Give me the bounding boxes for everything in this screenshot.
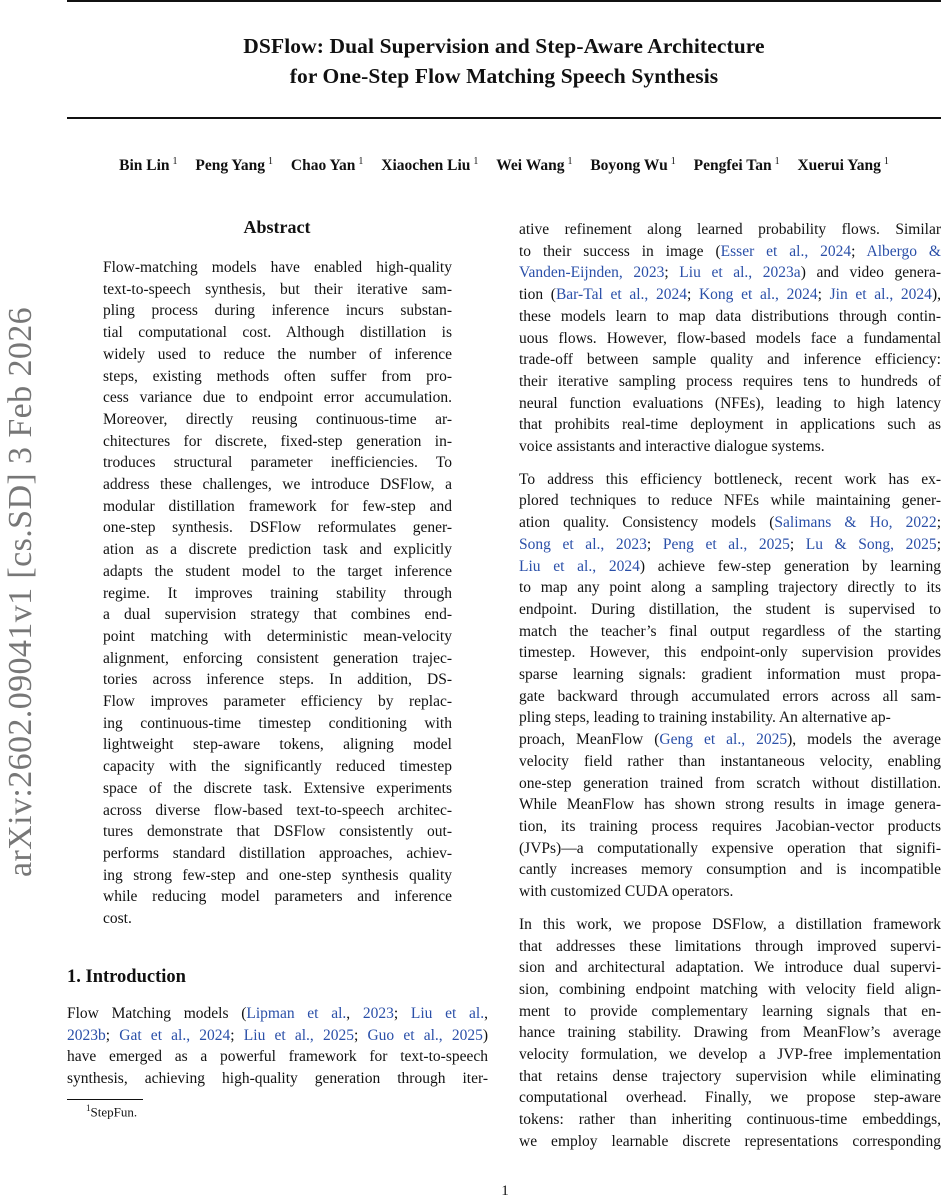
paragraph (519, 914, 941, 1153)
text-line: velocity field rather than instantaneous velocity, enabling (519, 752, 941, 770)
text-line: To address this efficiency bottleneck, recent work has ex- (519, 470, 941, 488)
citation-link[interactable]: Jin et al., 2024 (829, 286, 932, 304)
text-line: tion (Bar-Tal et al., 2024; Kong et al., 2024; Jin et al., 2024), (519, 286, 941, 304)
text-line: chitectures for discrete, fixed-step generation in- (103, 432, 452, 450)
text-line: modular distillation framework for few-step and (103, 497, 452, 515)
citation-link[interactable]: Albergo & (866, 242, 941, 260)
text-line: Flow Matching models (Lipman et al., 2023; Liu et al., (67, 1005, 488, 1022)
text-line: lightweight step-aware tokens, aligning model (103, 736, 452, 754)
citation-link[interactable]: Lu & Song, 2025 (805, 535, 937, 553)
text-line: sion, combining endpoint matching with velocity field align- (519, 980, 941, 998)
citation-link[interactable]: 2023 (362, 1005, 394, 1022)
text-line: one-step synthesis. DSFlow reformulates gener- (103, 519, 452, 537)
text-line: ation quality. Consistency models (Salimans & Ho, 2022; (519, 514, 941, 532)
text-line: Song et al., 2023; Peng et al., 2025; Lu & Song, 2025; (519, 535, 941, 553)
paper-title-line-2: for One-Step Flow Matching Speech Synthesis (289, 64, 719, 88)
top-rule (67, 0, 941, 2)
text-line: cost. (103, 910, 132, 928)
author: Xuerui Yang $^1$ (797, 156, 889, 175)
author: Bin Lin $^1$ (119, 156, 178, 175)
text-line: widely used to reduce the number of inference (103, 345, 452, 363)
citation-link[interactable]: Song et al., 2023 (519, 535, 647, 553)
text-line: tokens: rather than inheriting continuous-time embeddings, (519, 1111, 941, 1129)
text-line: adapts the student model to the target inference (103, 562, 452, 580)
text-line: pling process during inference incurs substan- (103, 302, 452, 320)
text-line: tories across inference steps. In addition, DS- (103, 671, 452, 689)
citation-link[interactable]: Liu et al., 2023a (679, 264, 801, 282)
text-line: ment to provide complementary learning signals that en- (519, 1002, 941, 1020)
text-line: synthesis, achieving high-quality generation through iter- (67, 1070, 488, 1088)
page-number: 1 (501, 1183, 509, 1199)
text-line: plored techniques to reduce NFEs while maintaining gener- (519, 492, 941, 510)
paragraph (519, 219, 941, 458)
text-line: neural function evaluations (NFEs), leading to high latency (519, 394, 941, 412)
paper-title-line-1: DSFlow: Dual Supervision and Step-Aware Architecture (243, 34, 765, 58)
citation-link[interactable]: Liu et al. (410, 1005, 485, 1022)
text-line: 2023b; Gat et al., 2024; Liu et al., 2025; Guo et al., 2025) (67, 1026, 489, 1044)
text-line: proach, MeanFlow (Geng et al., 2025), models the average (519, 731, 941, 749)
text-line: that retains dense trajectory supervision while eliminating (519, 1067, 941, 1085)
abstract-heading: Abstract (243, 217, 311, 237)
text-line: match the teacher’s final output regardless of the starting (519, 622, 941, 640)
text-line: While MeanFlow has shown strong results in image genera- (519, 796, 941, 814)
text-line: text-to-speech synthesis, but their iterative sam- (103, 280, 452, 298)
text-line: across diverse flow-based text-to-speech architec- (103, 801, 452, 819)
text-line: endpoint. During distillation, the student is supervised to (519, 600, 941, 618)
text-line: to map any point along a sampling trajectory directly to its (519, 579, 941, 597)
text-line: alignment, enforcing consistent generation trajec- (103, 649, 452, 667)
text-line: hance training stability. Drawing from MeanFlow’s average (519, 1024, 941, 1042)
text-line: ing continuous-time timestep conditioning with (103, 714, 452, 732)
text-line: to their success in image (Esser et al., 2024; Albergo & (519, 242, 941, 260)
text-line: that prohibits real-time deployment in applications such as (519, 416, 941, 434)
citation-link[interactable]: Salimans & Ho, 2022 (774, 514, 937, 532)
text-line: Flow-matching models have enabled high-quality (103, 259, 452, 276)
citation-link[interactable]: Guo et al., 2025 (367, 1026, 483, 1044)
text-line: regime. It improves training stability through (103, 584, 452, 602)
text-line: we employ learnable discrete representations corresponding (519, 1132, 941, 1150)
footnote: $^1$StepFun. (86, 1103, 138, 1120)
text-line: voice assistants and interactive dialogue systems. (519, 438, 825, 456)
abstract-body (103, 257, 452, 930)
citation-link[interactable]: Gat et al., 2024 (119, 1026, 231, 1044)
author: Peng Yang $^1$ (195, 156, 274, 175)
text-line: sparse learning signals: gradient information must propa- (519, 666, 941, 684)
text-line: address these challenges, we introduce DSFlow, a (103, 476, 452, 494)
author: Boyong Wu $^1$ (590, 156, 676, 175)
author: Xiaochen Liu $^1$ (381, 156, 479, 175)
text-line: Vanden-Eijnden, 2023; Liu et al., 2023a) and video genera- (519, 264, 941, 282)
arxiv-id: arXiv:2602.09041v1 [cs.SD] 3 Feb 2026 (2, 306, 39, 878)
text-line: tures demonstrate that DSFlow consistently out- (103, 823, 452, 841)
text-line: troduces structural parameter inefficiencies. To (103, 454, 452, 472)
author: Wei Wang $^1$ (496, 156, 573, 175)
citation-link[interactable]: Geng et al., 2025 (659, 731, 788, 749)
text-line: performs standard distillation approaches, achiev- (103, 844, 452, 862)
citation-link[interactable]: Lipman et al. (246, 1005, 347, 1022)
citation-link[interactable]: Vanden-Eijnden, 2023 (519, 264, 665, 282)
text-line: uous flows. However, flow-based models face a fundamental (519, 329, 941, 347)
text-line: Flow improves parameter efficiency by replac- (103, 693, 452, 711)
citation-link[interactable]: Liu et al., 2025 (243, 1026, 354, 1044)
text-line: with customized CUDA operators. (519, 883, 734, 901)
text-line: while reducing model parameters and inference (103, 888, 452, 906)
author: Chao Yan $^1$ (290, 156, 364, 175)
title-rule (67, 117, 941, 119)
right-column (519, 219, 941, 1164)
text-line: sion and architectural adaptation. We introduce dual supervi- (519, 959, 941, 977)
text-line: trade-off between sample quality and inference efficiency: (519, 351, 941, 369)
text-line: cess variance due to endpoint error accumulation. (103, 389, 452, 407)
text-line: a dual supervision strategy that combines end- (103, 606, 452, 624)
text-line: In this work, we propose DSFlow, a distillation framework (519, 915, 941, 933)
citation-link[interactable]: Peng et al., 2025 (662, 535, 790, 553)
text-line: Moreover, directly reusing continuous-time ar- (103, 410, 452, 428)
text-line: tial computational cost. Although distillation is (103, 324, 452, 342)
text-line: have emerged as a powerful framework for text-to-speech (67, 1048, 488, 1066)
text-line: point matching with deterministic mean-velocity (103, 627, 452, 645)
citation-link[interactable]: Esser et al., 2024 (720, 242, 852, 260)
text-line: capacity with the significantly reduced timestep (103, 758, 452, 776)
text-line: one-step generation trained from scratch without distillation. (519, 774, 941, 792)
text-line: computational overhead. Finally, we propose step-aware (519, 1089, 941, 1107)
arxiv-sidebar (2, 306, 39, 878)
section-heading-introduction: 1. Introduction (67, 967, 186, 987)
text-line: that addresses these limitations through improved supervi- (519, 937, 941, 955)
text-line: ative refinement along learned probability flows. Similar (519, 221, 941, 238)
text-line: steps, existing methods often suffer from pro- (103, 367, 452, 385)
text-line: Liu et al., 2024) achieve few-step generation by learning (519, 557, 941, 575)
citation-link[interactable]: Liu et al., 2024 (519, 557, 640, 575)
text-line: cantly increases memory consumption and is incompatible (519, 861, 941, 879)
paragraph (519, 469, 941, 903)
text-line: space of the discrete task. Extensive experiments (103, 779, 452, 797)
author: Pengfei Tan $^1$ (693, 156, 780, 175)
introduction-body (67, 1003, 488, 1090)
citation-link[interactable]: Bar-Tal et al., 2024 (555, 286, 687, 304)
text-line: timestep. However, this endpoint-only supervision provides (519, 644, 941, 662)
citation-link[interactable]: Kong et al., 2024 (698, 286, 818, 304)
text-line: tion, its training process requires Jacobian-vector products (519, 817, 941, 835)
text-line: pling steps, leading to training instability. An alternative ap- (519, 709, 891, 727)
text-line: (JVPs)—a computationally expensive operation that signifi- (519, 839, 941, 857)
citation-link[interactable]: 2023b (67, 1026, 106, 1044)
author-list (67, 156, 941, 175)
text-line: ing strong few-step and one-step synthesis quality (103, 866, 452, 884)
text-line: these models learn to map data distributions through contin- (519, 307, 941, 325)
text-line: ation as a discrete prediction task and explicitly (103, 541, 452, 559)
text-line: their iterative sampling process requires tens to hundreds of (519, 372, 941, 390)
footnote-rule (67, 1099, 143, 1100)
text-line: gate backward through accumulated errors across all sam- (519, 687, 941, 705)
text-line: velocity formulation, we develop a JVP-free implementation (519, 1046, 941, 1064)
